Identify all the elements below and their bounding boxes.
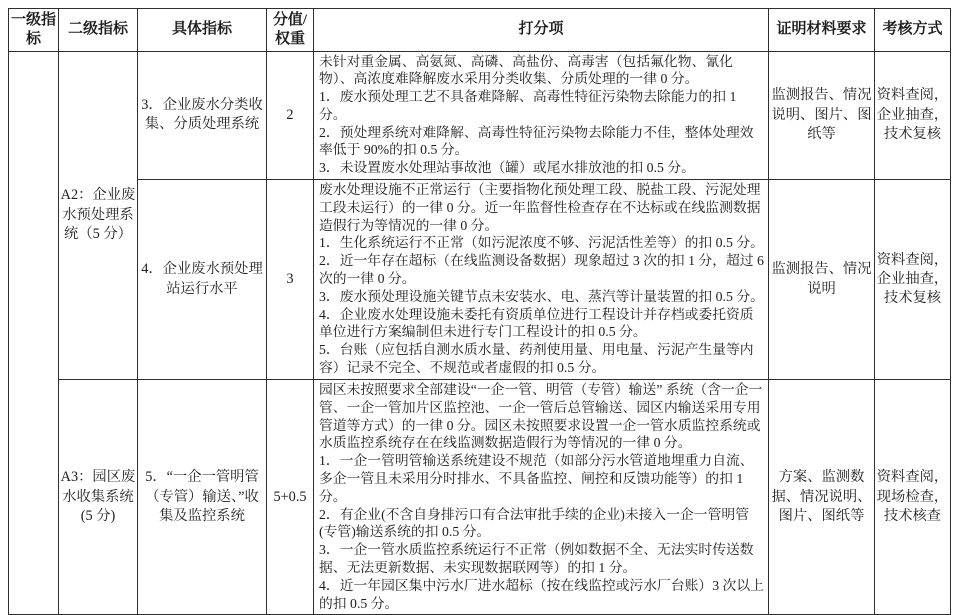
table-row-a2-2 <box>9 180 951 380</box>
scoring-item: 1．废水预处理工艺不具备难降解、高毒性特征污染物去除能力的扣 1 分。 <box>319 89 737 122</box>
header-score-weight: 分值/权重 <box>267 9 314 52</box>
cell-method: 资料查阅，企业抽查，技术复核 <box>875 180 951 380</box>
header-level1-indicator: 一级指标 <box>9 9 59 52</box>
scoring-item: 1．生化系统运行不正常（如污泥浓度不够、污泥活性差等）的扣 0.5 分。 <box>319 235 764 251</box>
cell-method: 资料查阅，企业抽查，技术复核 <box>875 51 951 180</box>
cell-evidence: 监测报告、情况说明 <box>769 180 875 380</box>
cell-scoring-items <box>314 180 769 380</box>
cell-score-weight: 5+0.5 <box>267 380 314 615</box>
table-row-a3 <box>9 380 951 615</box>
cell-level1-indicator-empty <box>9 51 59 615</box>
header-row <box>9 9 951 52</box>
cell-score-weight: 2 <box>267 51 314 180</box>
cell-scoring-items <box>314 380 769 615</box>
cell-method: 资料查阅，现场检查，技术核查 <box>875 380 951 615</box>
scoring-item: 园区未按照要求全部建设“一企一管、明管（专管）输送” 系统（含一企一管、一企一管加片区监控池、一企一管后总管输送、园区内输送采用专用管道等方式）的一律 0 分。园区未按照要求设置一企一管水质监控系统或水质监控系统存在在线监测数据造假行为等情况的一律 0 分。 <box>319 382 763 451</box>
cell-level2-indicator-a2: A2：企业废水预处理系统（5 分） <box>59 51 138 380</box>
scoring-item: 3．废水预处理设施关键节点未安装水、电、蒸汽等计量装置的扣 0.5 分。 <box>319 288 764 304</box>
scoring-item: 未针对重金属、高氨氮、高磷、高盐份、高毒害（包括氟化物、氰化物）、高浓度难降解废水采用分类收集、分质处理的一律 0 分。 <box>319 53 733 87</box>
scoring-item: 5．台账（应包括自测水质水量、药剂使用量、用电量、污泥产生量等内容）记录不完全、不规范或者虚假的扣 0.5 分。 <box>319 342 754 376</box>
cell-evidence: 监测报告、情况说明、图片、图纸等 <box>769 51 875 180</box>
cell-evidence: 方案、监测数据、情况说明、图片、图纸等 <box>769 380 875 615</box>
scoring-item: 1．一企一管明管输送系统建设不规范（如部分污水管道地埋重力自流、多企一管且未采用分时排水、不具备监控、闸控和反馈功能等）的扣 1 分。 <box>319 453 754 504</box>
scoring-item: 废水处理设施不正常运行（主要指物化预处理工段、脱盐工段、污泥处理工段未运行）的一律 0 分。近一年监督性检查存在不达标或在线监测数据造假行为等情况的一律 0 分。 <box>319 182 761 233</box>
header-level2-indicator: 二级指标 <box>59 9 138 52</box>
scoring-item: 4．近一年园区集中污水厂进水超标（按在线监控或污水厂台账）3 次以上的扣 0.5 分。 <box>319 577 764 611</box>
scoring-item: 2．近一年存在超标（在线监测设备数据）现象超过 3 次的扣 1 分，超过 6 次的一律 0 分。 <box>319 253 764 287</box>
scoring-item: 4．企业废水处理设施未委托有资质单位进行工程设计并存档或委托资质单位进行方案编制但未进行专门工程设计的扣 0.5 分。 <box>319 306 754 340</box>
cell-specific-indicator: 3．企业废水分类收集、分质处理系统 <box>138 51 267 180</box>
cell-score-weight: 3 <box>267 180 314 380</box>
scoring-item: 3．未设置废水处理站事故池（罐）或尾水排放池的扣 0.5 分。 <box>319 160 695 176</box>
cell-scoring-items <box>314 51 769 180</box>
header-specific-indicator: 具体指标 <box>138 9 267 52</box>
header-assessment-method: 考核方式 <box>875 9 951 52</box>
scoring-item: 2．有企业(不含自身排污口有合法审批手续的企业)未接入一企一管明管(专管)输送系统的扣 0.5 分。 <box>319 506 749 540</box>
scoring-item: 3．一企一管水质监控系统运行不正常（例如数据不全、无法实时传送数据、无法更新数据、未实现数据联网等）的扣 1 分。 <box>319 542 754 576</box>
cell-specific-indicator: 4．企业废水预处理站运行水平 <box>138 180 267 380</box>
cell-specific-indicator: 5．“一企一管明管（专管）输送、”收集及监控系统 <box>138 380 267 615</box>
scoring-item: 2．预处理系统对难降解、高毒性特征污染物去除能力不佳，整体处理效率低于 90%的扣 0.5 分。 <box>319 124 754 158</box>
header-scoring-items: 打分项 <box>314 9 769 52</box>
table-row-a2-1 <box>9 51 951 180</box>
header-evidence-requirements: 证明材料要求 <box>769 9 875 52</box>
evaluation-table <box>8 8 951 615</box>
cell-level2-indicator-a3: A3：园区废水收集系统(5 分) <box>59 380 138 615</box>
